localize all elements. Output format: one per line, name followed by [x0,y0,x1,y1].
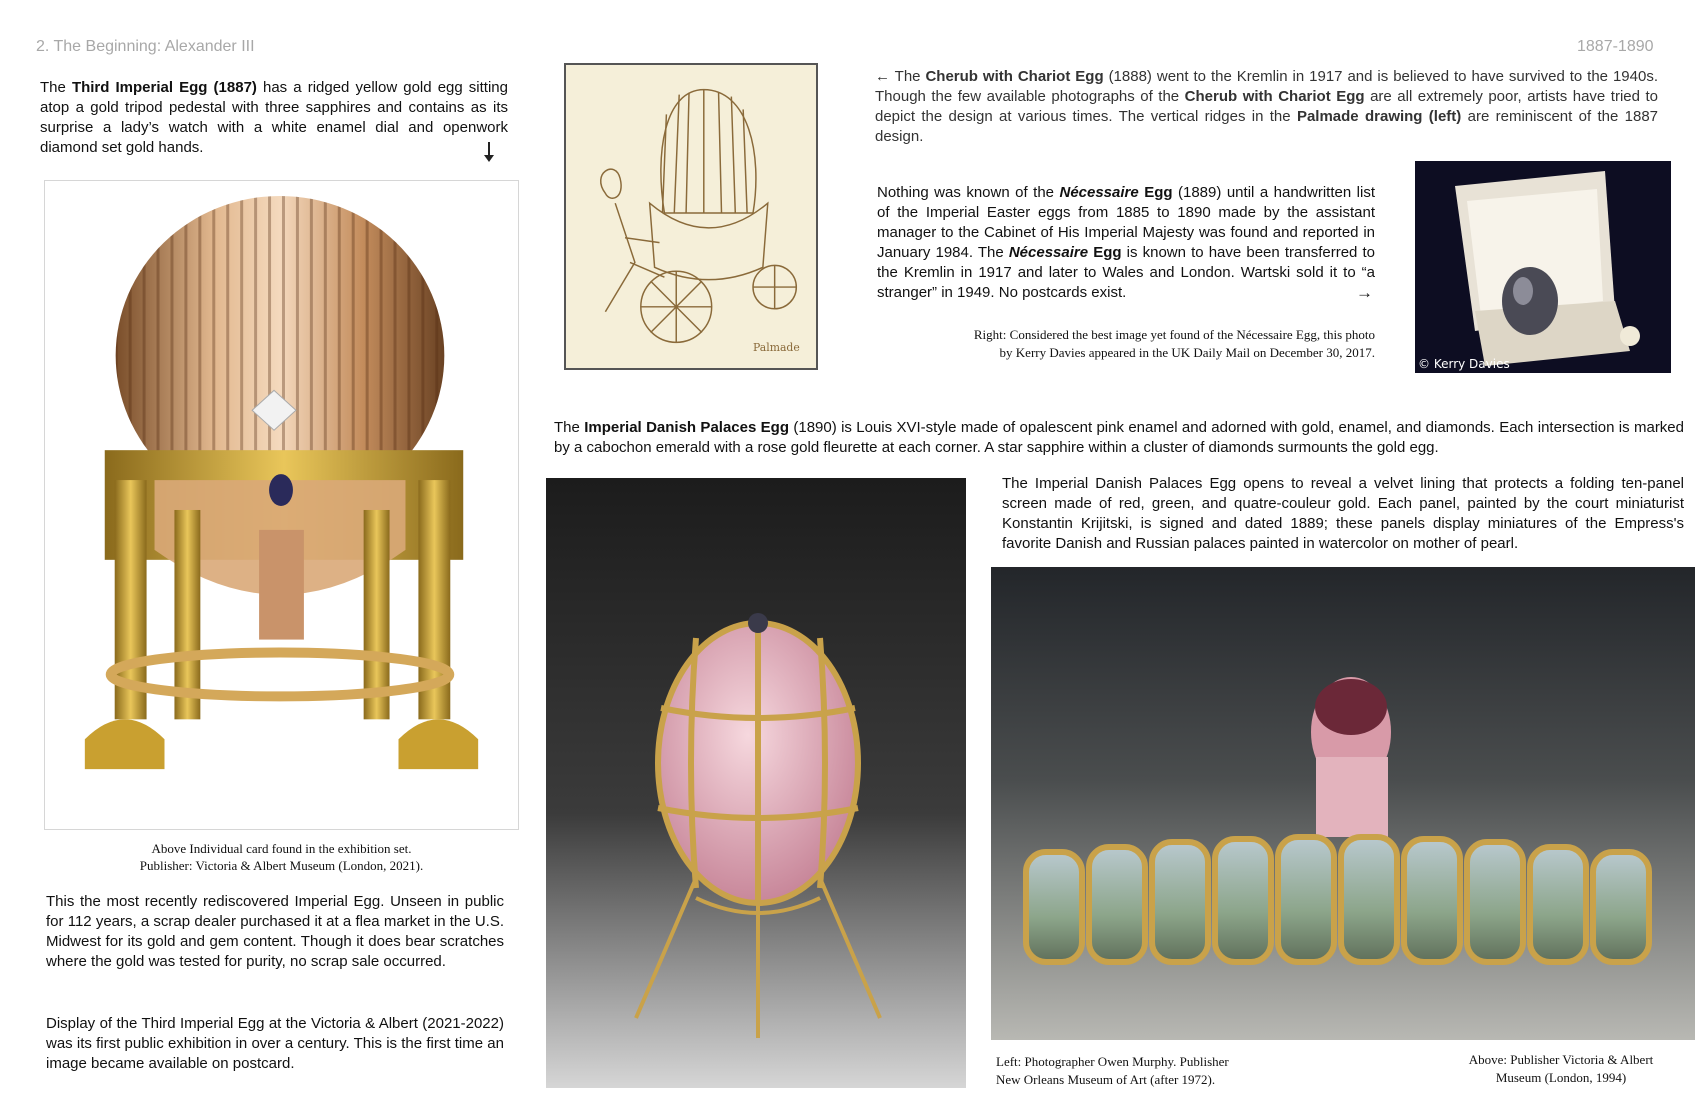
danish-screen-text: The Imperial Danish Palaces Egg opens to reveal a velvet lining that protects a folding ten-panel screen made of red, green, and quatre-couleur gold. Each panel, painted by the court miniaturist Konstantin Krijitski, is signed and dated 1889; these panels display miniatures of the Empress's favorite Danish and Russian palaces painted in watercolor on mother of pearl. [1002,475,1684,552]
cherub-text: ← The Cherub with Chariot Egg (1888) went to the Kremlin in 1917 and is believed to have survived to the 1940s. Though the few available photographs of the Cherub with Chariot Egg are all extremely poor, artists have tried to depict the design at various times. The vertical ridges in the Palmade drawing (left) are reminiscent of the 1887 design. [875,68,1659,145]
necessaire-text: Nothing was known of the Nécessaire Egg (1889) until a handwritten list of the Imperial Easter eggs from 1885 to 1890 made by the assistant manager to the Cabinet of His Imperial Majesty was found and reported in January 1984. The Nécessaire Egg is known to have been transferred to the Kremlin in 1917 and later to Wales and London. Wartski sold it to “a stranger” in 1949. No postcards exist. [877,184,1376,301]
third-egg-para2: Display of the Third Imperial Egg at the Victoria & Albert (2021-2022) was its first public exhibition in over a century. This is the first time an image became available on postcard. [46,1015,504,1072]
arrow-right-icon: → [1356,283,1373,302]
third-egg-photo [44,180,519,830]
danish-screen-photo [991,567,1695,1040]
danish-right-caption: Above: Publisher Victoria & Albert Museum (London, 1994) [1468,1052,1654,1085]
arrow-left-icon: ← [875,68,890,85]
necessaire-photo [1415,161,1671,373]
danish-egg-photo [546,478,966,1088]
arrow-down-icon [488,142,490,158]
section-title: 2. The Beginning: Alexander III [36,38,255,55]
date-range: 1887-1890 [1577,38,1654,55]
danish-left-caption: Left: Photographer Owen Murphy. Publisher New Orleans Museum of Art (after 1972). [996,1054,1229,1087]
cherub-drawing [564,63,818,370]
third-egg-para1: This the most recently rediscovered Imperial Egg. Unseen in public for 112 years, a scrap dealer purchased it at a flea market in the U.S. Midwest for its gold and gem content. Though it does bear scratches where the gold was tested for purity, no scrap sale occurred. [46,893,504,970]
third-egg-intro: The Third Imperial Egg (1887) has a ridged yellow gold egg sitting atop a gold tripod pedestal with three sapphires and contains as its surprise a lady’s watch with a white enamel dial and openwork diamond set gold hands. [40,79,508,156]
kerry-davies-credit: © Kerry Davies [1418,357,1510,371]
necessaire-caption: Right: Considered the best image yet found of the Nécessaire Egg, this photo by Kerry Davies appeared in the UK Daily Mail on December 30, 2017. [973,327,1375,360]
danish-intro: The Imperial Danish Palaces Egg (1890) is Louis XVI-style made of opalescent pink enamel and adorned with gold, enamel, and diamonds. Each intersection is marked by a cabochon emerald with a rose gold fleurette at each corner. A star sapphire within a cluster of diamonds surmounts the gold egg. [554,419,1684,456]
third-egg-caption: Above Individual card found in the exhibition set. Publisher: Victoria & Albert Museum (London, 2021). [139,841,424,873]
palmade-signature: Palmade [753,341,800,355]
